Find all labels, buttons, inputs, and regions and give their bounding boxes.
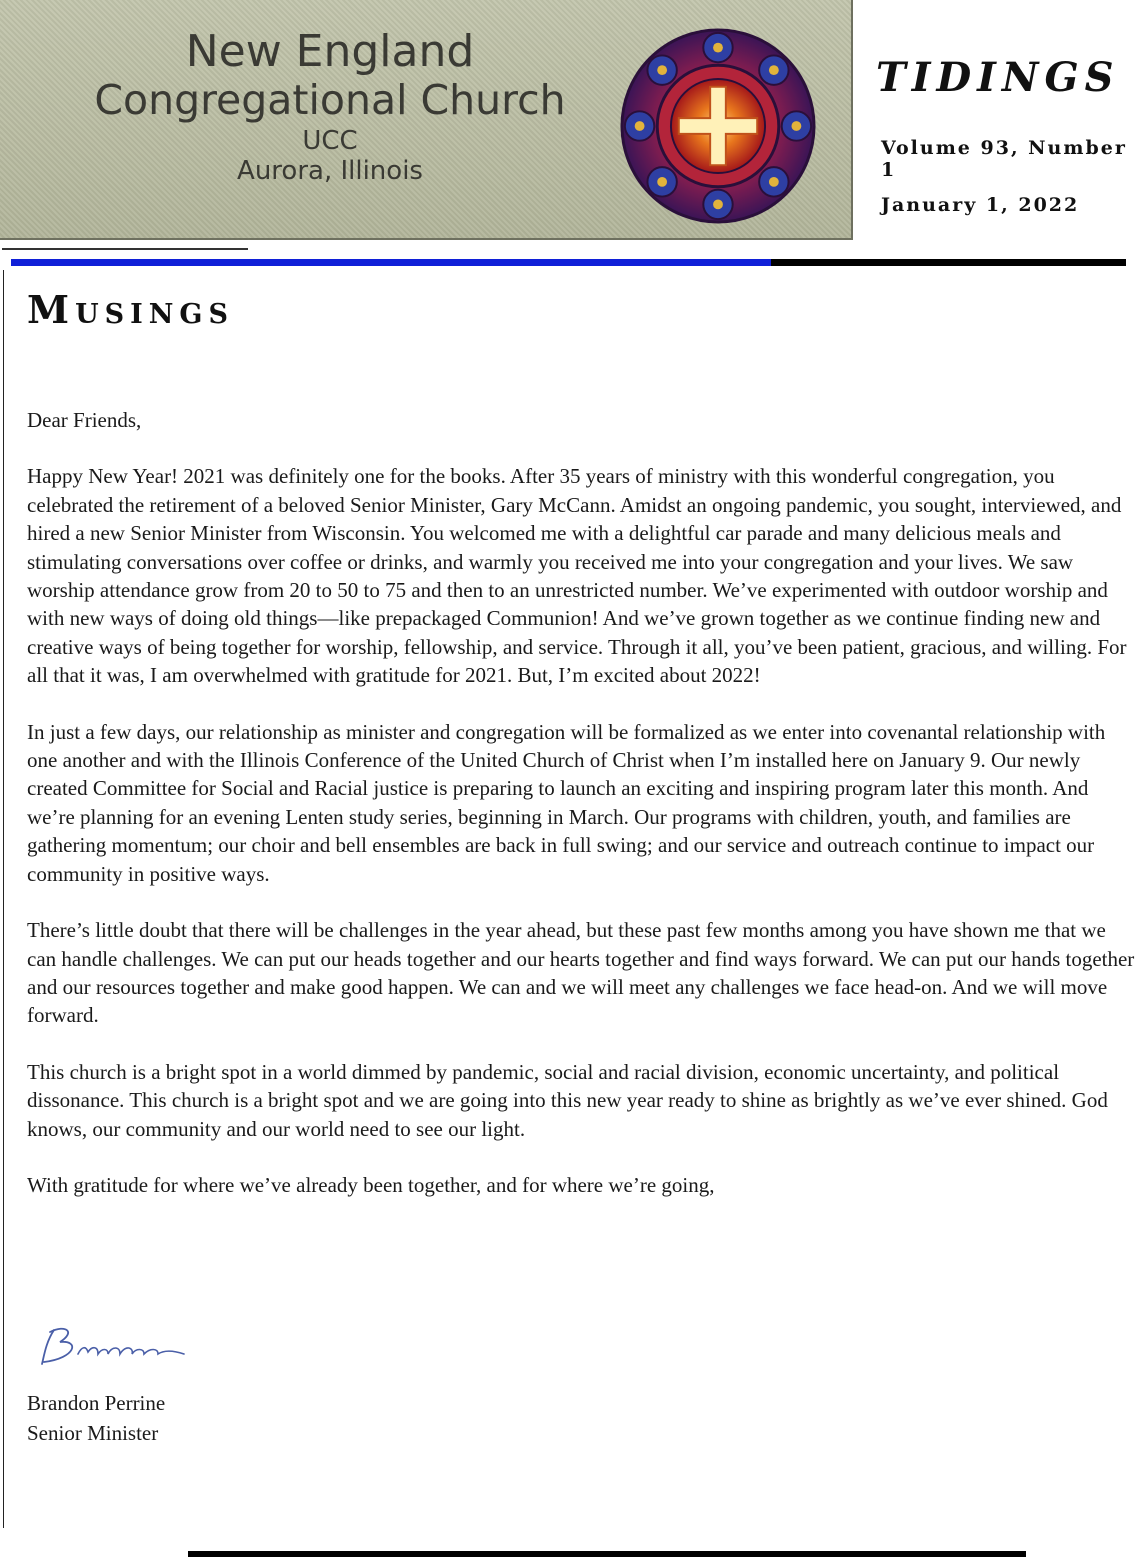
signer-block [27, 1388, 165, 1448]
section-title: Musings [27, 287, 234, 332]
handwritten-signature [36, 1318, 196, 1374]
left-margin-rule [3, 270, 4, 1528]
church-location: Aurora, Illinois [237, 156, 423, 186]
salutation: Dear Friends, [27, 408, 142, 432]
rose-window-image [620, 28, 816, 224]
paragraph-4: This church is a bright spot in a world dimmed by pandemic, social and racial division, economic uncertainty, and political dissonance. This church is a bright spot and we are going into this new year ready to shine as brightly as we’ve ever shined. God knows, our community and our world need to see our light. [27, 1059, 1108, 1141]
closing-line: With gratitude for where we’ve already been together, and for where we’re going, [27, 1172, 715, 1197]
volume-number: Volume 93, Number 1 [881, 137, 1127, 181]
paragraph-2: In just a few days, our relationship as minister and congregation will be formalized as we enter into covenantal relationship with one another and with the Illinois Conference of the United Church of Christ when I’m installed here on January 9. Our newly created Committee for Social and Racial justice is preparing to launch an exciting and inspiring program later this month. And we’re planning for an evening Lenten study series, beginning in March. Our programs with children, youth, and families are gathering momentum; our choir and bell ensembles are back in full swing; and our service and outreach continue to impact our community in positive ways. [27, 719, 1106, 886]
letter-body [27, 406, 1139, 1227]
paragraph-3: There’s little doubt that there will be challenges in the year ahead, but these past few months among you have shown me that we can handle challenges. We can put our heads together and our hearts together and find ways forward. We can put our hands together and our resources together and make good happen. We can and we will meet any challenges we face head-on. And we will move forward. [27, 918, 1135, 1028]
church-name-line1: New England [185, 26, 475, 77]
church-name [60, 28, 600, 186]
issue-date: January 1, 2022 [881, 194, 1080, 216]
church-name-line2: Congregational Church [94, 76, 566, 124]
church-denomination: UCC [302, 126, 358, 156]
newsletter-title: TIDINGS [876, 54, 1120, 101]
banner-underline [2, 248, 248, 250]
signer-name: Brandon Perrine [27, 1391, 166, 1415]
header-divider [11, 259, 1126, 266]
paragraph-1: Happy New Year! 2021 was definitely one for the books. After 35 years of ministry with this wonderful congregation, you celebrated the retirement of a beloved Senior Minister, Gary McCann. Amidst an ongoing pandemic, you sought, interviewed, and hired a new Senior Minister from Wisconsin. You welcomed me with a delightful car parade and many delicious meals and stimulating conversations over coffee or drinks, and warmly you received me into your congregation and your lives. We saw worship attendance grow from 20 to 50 to 75 and then to an unrestricted number. We’ve experimented with outdoor worship and with new ways of doing old things—like prepackaged Communion! And we’ve grown together as we continue finding new and creative ways of being together for worship, fellowship, and service. Through it all, you’ve been patient, gracious, and willing. For all that it was, I am overwhelmed with gratitude for 2021. But, I’m excited about 2022! [27, 464, 1127, 688]
signer-title: Senior Minister [27, 1421, 159, 1445]
footer-divider [188, 1551, 1026, 1557]
header-divider-accent [11, 259, 771, 266]
header-divider-dark [771, 259, 1126, 266]
church-banner [0, 0, 853, 240]
